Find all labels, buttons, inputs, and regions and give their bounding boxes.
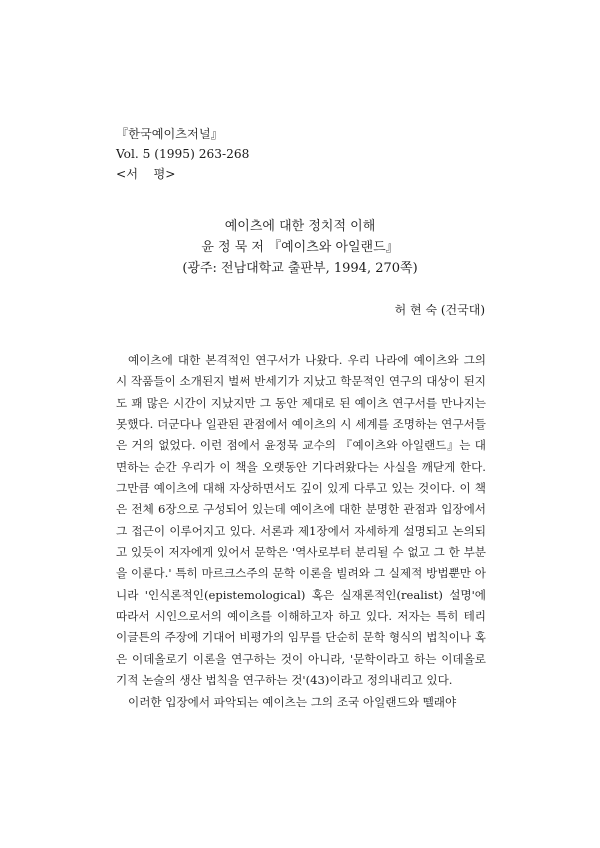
reviewer-name: 허 현 숙 (건국대)	[394, 303, 485, 317]
publication-info: (광주: 전남대학교 출판부, 1994, 270쪽)	[182, 261, 418, 276]
journal-name: 『한국예이츠저널』	[116, 127, 223, 141]
paragraph: 이러한 입장에서 파악되는 예이츠는 그의 조국 아일랜드와 뗄래야	[128, 694, 457, 709]
body-text	[116, 350, 486, 713]
volume-info: Vol. 5 (1995) 263-268	[116, 147, 250, 161]
paragraph: 예이츠에 대한 본격적인 연구서가 나왔다. 우리 나라에 예이츠와 그의 시 작품들이 소개된지 벌써 반세기가 지났고 학문적인 연구의 대상이 된지도 꽤 많은 시간이 지났지만 그 동안 제대로 된 예이츠 연구서를 만나지는 못했다. 더군다나 일관된 관점에서 예이츠의 시 세계를 조명하는 연구서들은 거의 없었다. 이런 점에서 윤정묵 교수의 『예이츠와 아일랜드』는 대면하는 순간 우리가 이 책을 오랫동안 기다려왔다는 사실을 깨닫게 한다. 그만큼 예이츠에 대해 자상하면서도 깊이 있게 다루고 있는 것이다. 이 책은 전체 6장으로 구성되어 있는데 예이츠에 대한 분명한 관점과 입장에서 그 접근이 이루어지고 있다. 서론과 제1장에서 자세하게 설명되고 논의되고 있듯이 저자에게 있어서 문학은 '역사로부터 분리될 수 없고 그 한 부분을 이룬다.' 특히 마르크스주의 문학 이론을 빌려와 그 실제적 방법뿐만 아니라 '인식론적인(epistemological) 혹은 실재론적인(realist) 설명'에 따라서 시인으로서의 예이츠를 이해하고자 하고 있다. 저자는 특히 테리 이글튼의 주장에 기대어 비평가의 임무를 단순히 문학 형식의 법칙이나 혹은 이데올로기 이론을 연구하는 것이 아니라, '문학이라고 하는 이데올로기적 논술의 생산 법칙을 연구하는 것'(43)이라고 정의내리고 있다.	[116, 353, 486, 688]
review-title: 예이츠에 대한 정치적 이해	[224, 219, 376, 234]
section-label: <서 평>	[116, 167, 176, 181]
book-author-title: 윤 정 묵 저 『예이츠와 아일랜드』	[201, 240, 399, 255]
journal-header	[116, 124, 249, 184]
title-block	[0, 216, 600, 279]
